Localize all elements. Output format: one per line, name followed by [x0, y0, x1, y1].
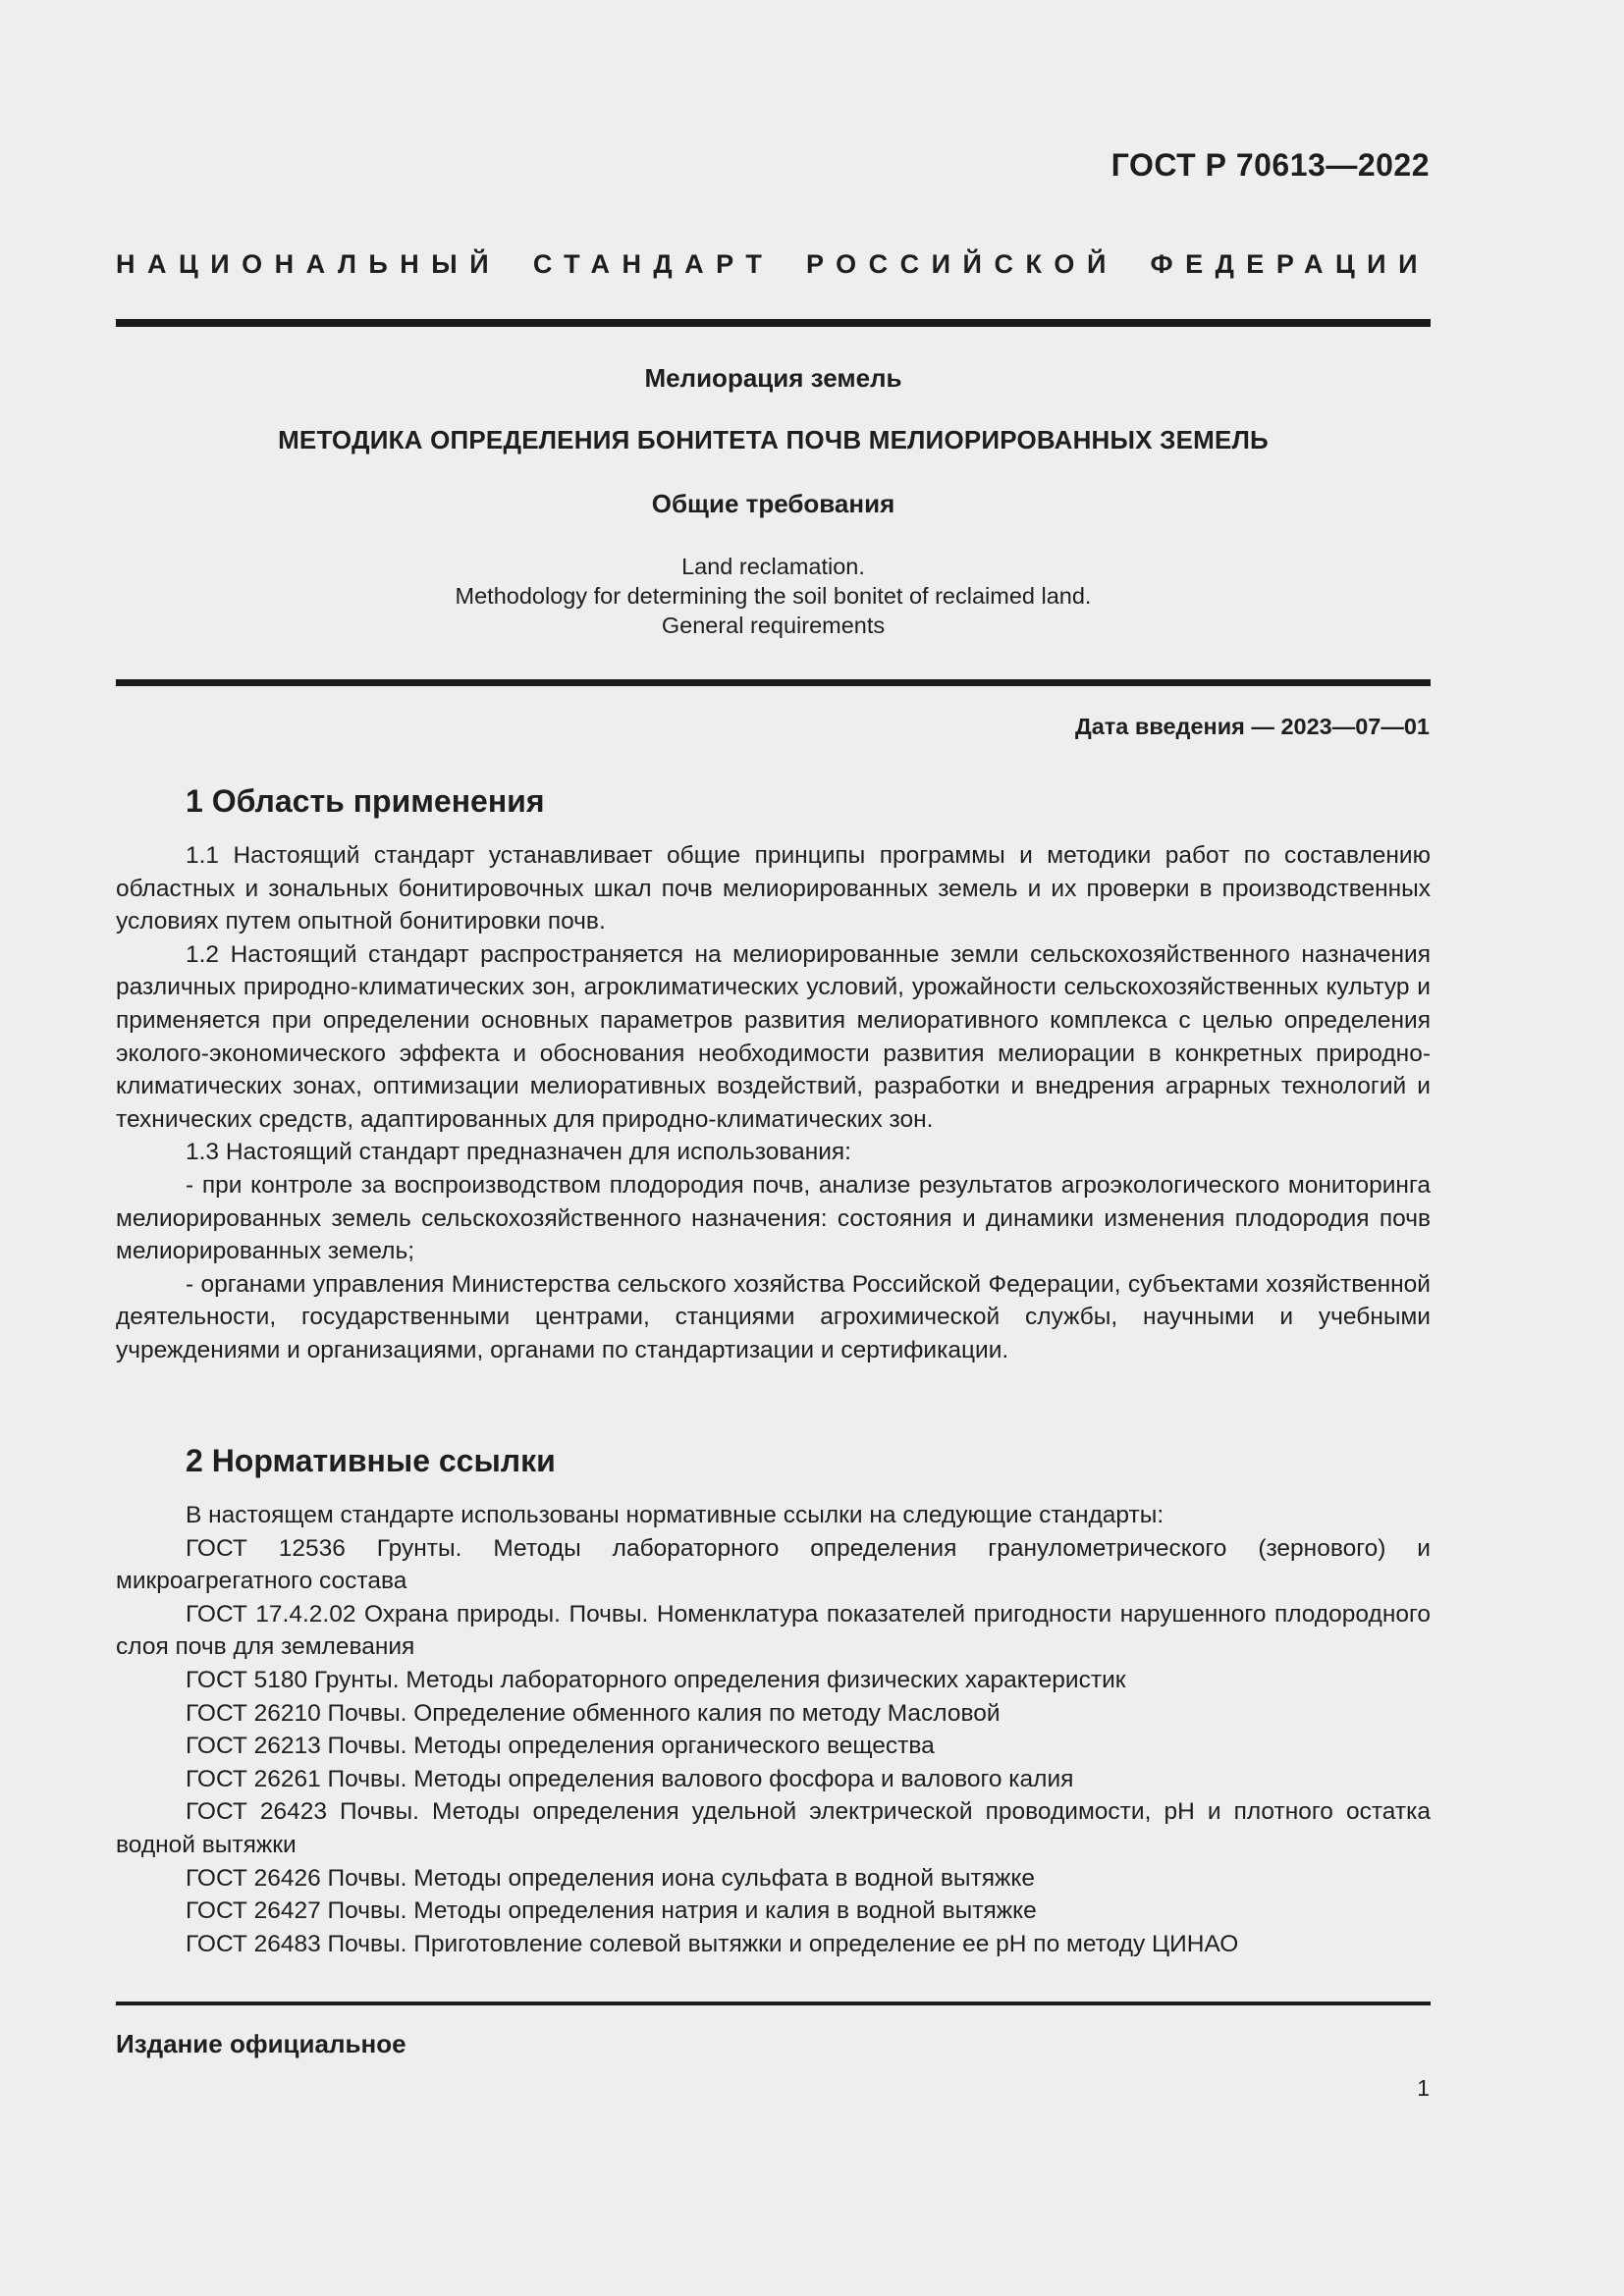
- title-english-line: Land reclamation.: [681, 554, 865, 579]
- reference-item: ГОСТ 26423 Почвы. Методы определения удельной электрической проводимости, pH и плотного остатка водной вытяжки: [116, 1798, 1431, 1858]
- official-edition-label: Издание официальное: [116, 2029, 406, 2058]
- paragraph: В настоящем стандарте использованы нормативные ссылки на следующие стандарты:: [186, 1502, 1164, 1528]
- paragraph: 1.3 Настоящий стандарт предназначен для использования:: [186, 1139, 851, 1166]
- title-english: [116, 552, 1431, 640]
- top-divider: [116, 319, 1431, 327]
- footer-divider: [116, 2002, 1431, 2005]
- section-heading: 1 Область применения: [186, 783, 545, 819]
- title-main: МЕТОДИКА ОПРЕДЕЛЕНИЯ БОНИТЕТА ПОЧВ МЕЛИОРИРОВАННЫХ ЗЕМЕЛЬ: [278, 425, 1269, 454]
- reference-item: ГОСТ 17.4.2.02 Охрана природы. Почвы. Номенклатура показателей пригодности нарушенного плодородного слоя почв для землевания: [116, 1600, 1431, 1661]
- reference-item: ГОСТ 26261 Почвы. Методы определения валового фосфора и валового калия: [186, 1765, 1074, 1792]
- page-number: 1: [1417, 2075, 1430, 2101]
- reference-item: ГОСТ 12536 Грунты. Методы лабораторного определения гранулометрического (зернового) и микроагрегатного состава: [116, 1534, 1431, 1595]
- reference-item: ГОСТ 26427 Почвы. Методы определения натрия и калия в водной вытяжке: [186, 1897, 1037, 1925]
- paragraph: - при контроле за воспроизводством плодородия почв, анализе результатов агроэкологического мониторинга мелиорированных земель сельскохозяйственного назначения: состояния и динамики изменения плодородия почв мелиорированных земель;: [116, 1171, 1431, 1265]
- section-scope: [116, 782, 1431, 1367]
- reference-item: ГОСТ 26483 Почвы. Приготовление солевой вытяжки и определение ее pH по методу ЦИНАО: [186, 1930, 1239, 1957]
- title-requirements: Общие требования: [651, 489, 895, 518]
- title-subject: Мелиорация земель: [644, 363, 902, 393]
- title-english-line: Methodology for determining the soil bonitet of reclaimed land.: [455, 583, 1092, 609]
- national-standard-banner: НАЦИОНАЛЬНЫЙ СТАНДАРТ РОССИЙСКОЙ ФЕДЕРАЦИИ: [116, 249, 1430, 279]
- reference-item: ГОСТ 26213 Почвы. Методы определения органического вещества: [186, 1733, 935, 1760]
- section-normative-references: [116, 1442, 1431, 1960]
- title-english-line: General requirements: [661, 613, 886, 638]
- paragraph: 1.1 Настоящий стандарт устанавливает общие принципы программы и методики работ по составлению областных и зональных бонитировочных шкал почв мелиорированных земель и их проверки в производственных условиях путем опытной бонитировки почв.: [116, 842, 1431, 935]
- reference-item: ГОСТ 26210 Почвы. Определение обменного калия по методу Масловой: [186, 1699, 1001, 1727]
- section-heading: 2 Нормативные ссылки: [186, 1443, 556, 1478]
- paragraph: 1.2 Настоящий стандарт распространяется на мелиорированные земли сельскохозяйственного назначения различных природно-климатических зон, агроклиматических условий, урожайности сельскохозяйственных культур и применяется при определении основных параметров развития мелиоративного комплекса с целью определения эколого-экономического эффекта и обоснования необходимости развития мелиорации в конкретных природно-климатических зонах, оптимизации мелиоративных воздействий, разработки и внедрения аграрных технологий и технических средств, адаптированных для природно-климатических зон.: [116, 940, 1431, 1133]
- document-number: ГОСТ Р 70613—2022: [1110, 147, 1430, 183]
- paragraph: - органами управления Министерства сельского хозяйства Российской Федерации, субъектами хозяйственной деятельности, государственными центрами, станциями агрохимической службы, научными и учебными учреждениями и организациями, органами по стандартизации и сертификации.: [116, 1270, 1431, 1363]
- introduction-date: Дата введения — 2023—07—01: [1074, 714, 1430, 739]
- title-divider: [116, 679, 1431, 686]
- reference-item: ГОСТ 26426 Почвы. Методы определения иона сульфата в водной вытяжке: [186, 1864, 1036, 1892]
- reference-item: ГОСТ 5180 Грунты. Методы лабораторного определения физических характеристик: [186, 1666, 1126, 1693]
